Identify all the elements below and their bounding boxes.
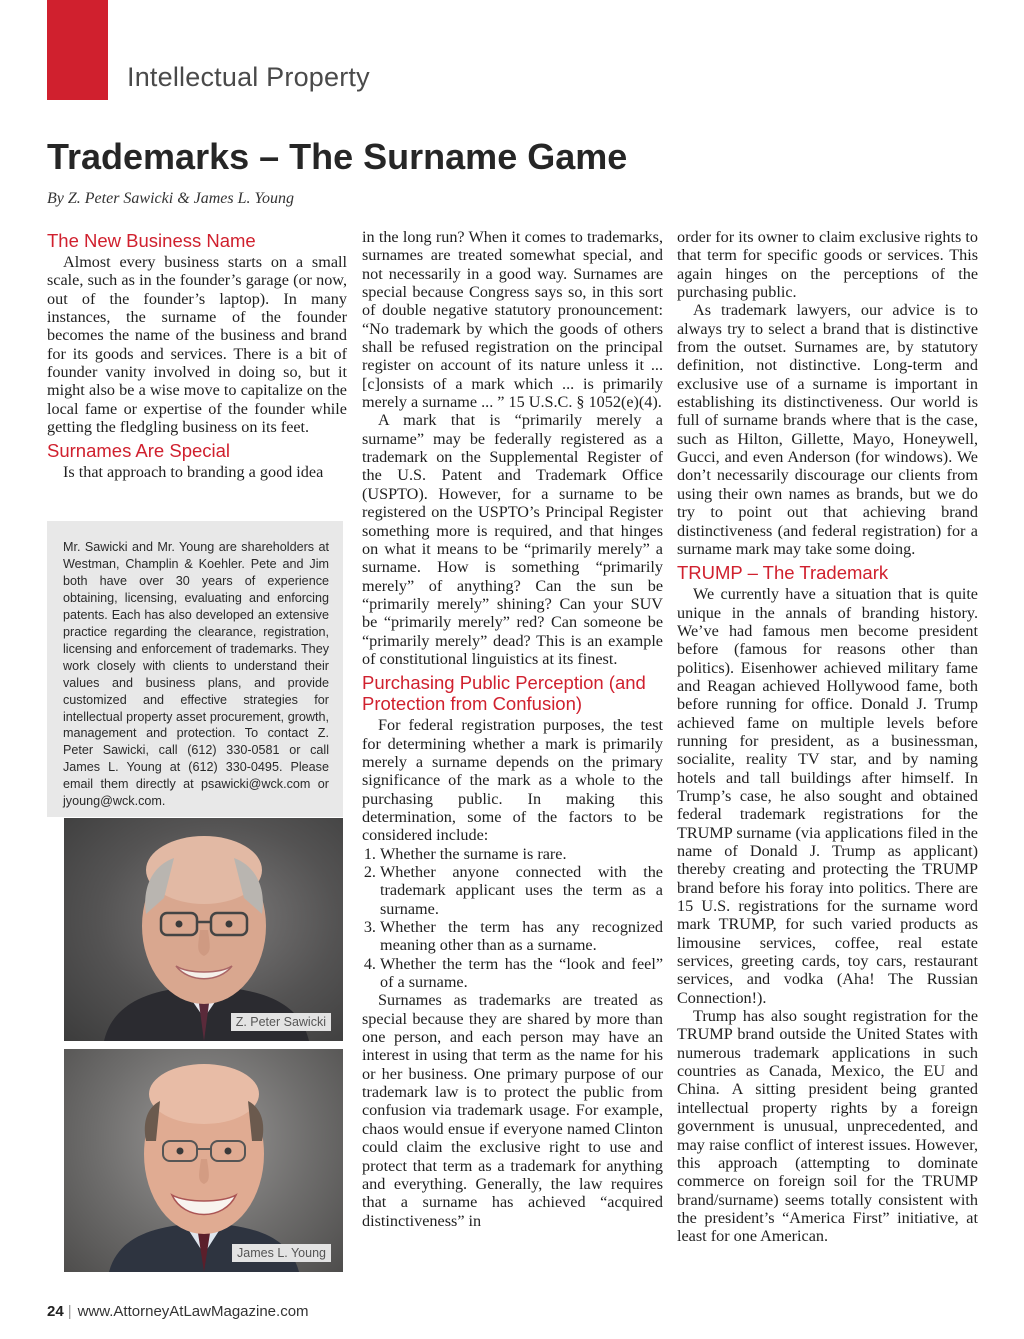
subheading-trump-trademark: TRUMP – The Trademark xyxy=(677,562,889,584)
subheading-new-business-name: The New Business Name xyxy=(47,230,256,251)
portrait-illustration xyxy=(64,818,343,1041)
footer-separator: | xyxy=(67,1303,72,1320)
subheading-surnames-are-special: Surnames Are Special xyxy=(47,440,231,462)
column-1 xyxy=(47,230,347,482)
factors-list xyxy=(362,845,663,992)
paragraph: order for its owner to claim exclusive rights to that term for specific goods or services. This again hinges on the perceptions of the purchasing public. xyxy=(677,228,978,302)
photo-caption-sawicki: Z. Peter Sawicki xyxy=(231,1013,331,1031)
page-number: 24 xyxy=(47,1303,64,1320)
author-bio-box xyxy=(47,521,343,817)
paragraph: Is that approach to branding a good idea xyxy=(63,463,324,482)
column-3 xyxy=(677,228,978,1246)
page-footer xyxy=(47,1303,309,1320)
list-item: 2. Whether anyone connected with the trademark applicant uses the term as a surname. xyxy=(380,863,663,918)
column-2 xyxy=(362,228,663,1230)
paragraph: As trademark lawyers, our advice is to always try to select a brand that is distinctive from the outset. Surnames are, by statutory definition, not distinctive. Long-term and exclusive use of a surname is important in establishing its distinctiveness. Our world is full of surname brands where that is the case, such as Hilton, Gillette, Mayo, Honeywell, Gucci, and even Anderson (for windows). We don’t necessarily discourage our clients from using their own names as brands, but we do try to point out that achieving brand distinctiveness (and federal registration) for a surname mark may take some doing. xyxy=(677,301,978,558)
magazine-url[interactable]: www.AttorneyAtLawMagazine.com xyxy=(77,1303,309,1320)
section-label: Intellectual Property xyxy=(127,62,370,92)
list-item: 4. Whether the term has the “look and feel” of a surname. xyxy=(380,955,663,992)
paragraph: Surnames as trademarks are treated as special because they are shared by more than one person, and each person may have an interest in using that term as the name for his or her business. One primary purpose of our trademark law is to protect the public from confusion via trademark usage. For example, chaos would ensue if everyone named Clinton could claim the exclusive right to use and protect that term as a trademark for anything and everything. Generally, the law requires that a surname has achieved “acquired distinctiveness” in xyxy=(362,991,663,1230)
paragraph: For federal registration purposes, the test for determining whether a mark is primarily merely a surname depends on the primary significance of the mark as a whole to the purchasing public. In making this determination, some of the factors to be considered include: xyxy=(362,716,663,845)
subheading-purchasing-public-perception: Purchasing Public Perception (and Protection from Confusion) xyxy=(362,672,646,715)
paragraph: Trump has also sought registration for the TRUMP brand outside the United States with numerous trademark applications in such countries as Canada, Mexico, the EU and China. A sitting president being granted intellectual property rights by a foreign government is unusual, unprecedented, and may raise conflict of interest issues. However, this approach (attempting to dominate commerce on foreign soil for the TRUMP brand/surname) seems totally consistent with the president’s “America First” initiative, at least for one American. xyxy=(677,1007,978,1246)
paragraph: We currently have a situation that is quite unique in the annals of branding history. We’ve had famous men become president before (famous for reasons other than politics). Eisenhower achieved military fame and Reagan achieved Hollywood fame, both before running for office. Donald J. Trump achieved fame on multiple levels before running for president, as a businessman, socialite, reality TV star, and by naming hotels and tall buildings after himself. In Trump’s case, he also sought and obtained federal trademark registrations for the TRUMP surname (via applications filed in the name of Donald J. Trump as applicant) thereby creating and protecting the TRUMP brand before his foray into politics. There are 15 U.S. registrations for the surname word mark TRUMP, for such varied products as limousine services, coffee, real estate services, greeting cards, toy cars, restaurant services, and vodka (Aha! The Russian Connection!). xyxy=(677,585,978,1007)
list-item: 1. Whether the surname is rare. xyxy=(380,845,663,863)
paragraph: A mark that is “primarily merely a surname” may be federally registered as a trademark on the Supplemental Register of the U.S. Patent and Trademark Office (USPTO). However, for a surname to be registered on the USPTO’s Principal Register something more is required, and that hinges on what it means to be “primarily merely” a surname. How is something “primarily merely” of anything? Can the sun be “primarily merely” shining? Can your SUV be “primarily merely” red? Can someone be “primarily merely” dead? This is an example of constitutional linguistics at its finest. xyxy=(362,411,663,668)
paragraph: Almost every business starts on a small scale, such as in the founder’s garage (or now, out of the founder’s laptop). In many instances, the surname of the founder becomes the name of the business and brand for its goods and services. There is a bit of founder vanity involved in doing so, but it might also be a wise move to capitalize on the local fame or expertise of the founder while getting the fledgling business on its feet. xyxy=(47,253,347,437)
photo-caption-young: James L. Young xyxy=(232,1244,331,1262)
paragraph: in the long run? When it comes to trademarks, surnames are treated somewhat special, and not necessarily in a good way. Surnames are special because Congress says so, in this sort of double negative statutory pronouncement: “No trademark by which the goods of others shall be refused registration on the principal register on account of its nature unless it ... [c]onsists of a mark which ... is primarily merely a surname ... ” 15 U.S.C. § 1052(e)(4). xyxy=(362,228,663,412)
author-bio-text: Mr. Sawicki and Mr. Young are shareholders at Westman, Champlin & Koehler. Pete and Jim both have over 30 years of experience obtaining, licensing, evaluating and enforcing patents. Each has also developed an extensive practice regarding the clearance, registration, licensing and enforcement of trademarks. They work closely with clients to understand their values and business plans, and provide customized and effective strategies for intellectual property asset procurement, growth, management and protection. To contact Z. Peter Sawicki, call (612) 330-0581 or call James L. Young at (612) 330-0495. Please email them directly at psawicki@wck.com or jyoung@wck.com. xyxy=(63,540,329,809)
article-title: Trademarks – The Surname Game xyxy=(47,136,628,177)
author-photo-sawicki xyxy=(64,818,343,1041)
byline: By Z. Peter Sawicki & James L. Young xyxy=(47,190,294,207)
author-photo-young xyxy=(64,1049,343,1272)
portrait-illustration xyxy=(64,1049,343,1272)
list-item: 3. Whether the term has any recognized meaning other than as a surname. xyxy=(380,918,663,955)
section-color-block xyxy=(47,0,108,100)
